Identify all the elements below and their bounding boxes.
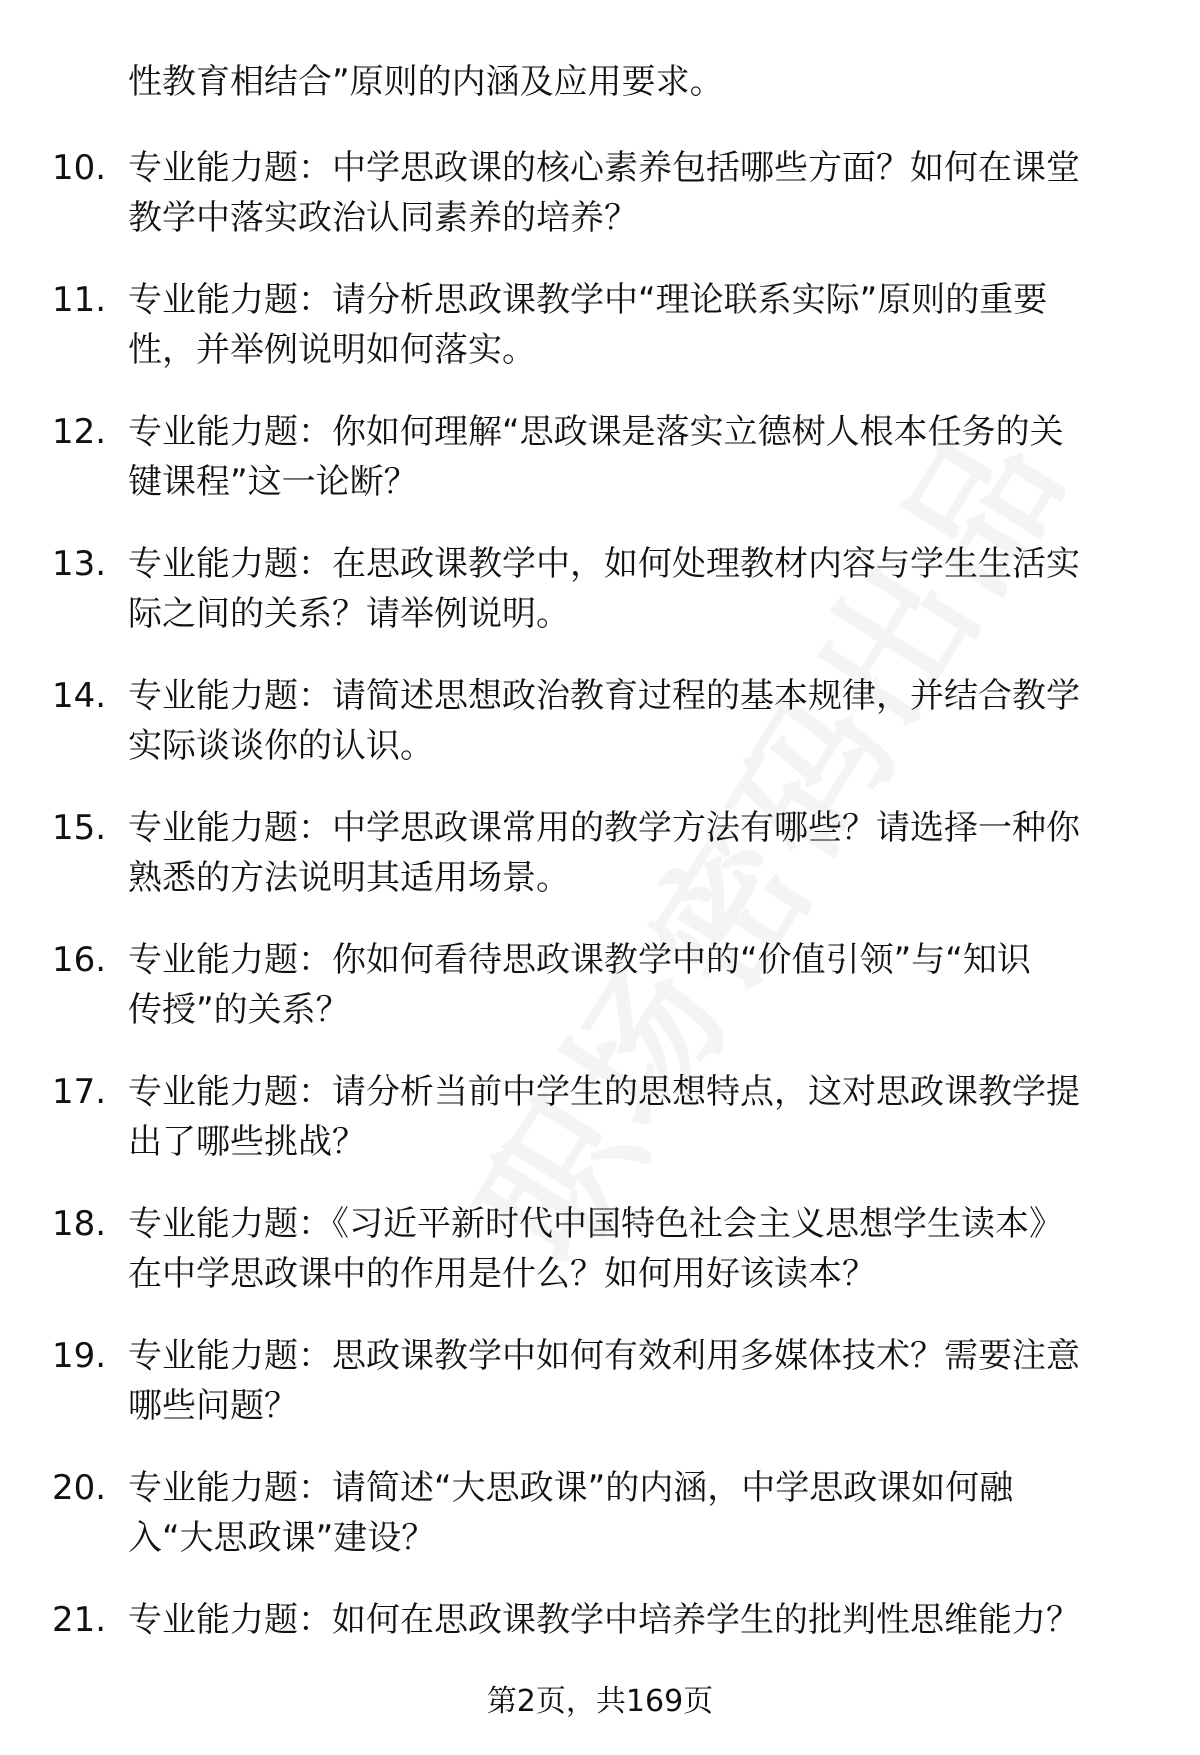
question-text-line: 在中学思政课中的作用是什么？如何用好该读本？ — [128, 1254, 876, 1294]
question-text-line: 专业能力题：请简述“大思政课”的内涵，中学思政课如何融 — [128, 1468, 1014, 1508]
question-text-line: 专业能力题：《习近平新时代中国特色社会主义思想学生读本》 — [128, 1204, 1063, 1244]
question-number: 12. — [52, 412, 107, 452]
question-text-line: 专业能力题：思政课教学中如何有效利用多媒体技术？需要注意 — [128, 1336, 1080, 1376]
question-number: 11. — [52, 280, 107, 320]
question-text-line: 专业能力题：请分析思政课教学中“理论联系实际”原则的重要 — [128, 280, 1048, 320]
question-number: 14. — [52, 676, 107, 716]
question-text-line: 专业能力题：请简述思想政治教育过程的基本规律，并结合教学 — [128, 676, 1080, 716]
question-text-line: 专业能力题：在思政课教学中，如何处理教材内容与学生生活实 — [128, 544, 1080, 584]
question-number: 18. — [52, 1204, 107, 1244]
question-text-line: 熟悉的方法说明其适用场景。 — [128, 858, 570, 898]
question-text-line: 性，并举例说明如何落实。 — [128, 330, 536, 370]
question-number: 16. — [52, 940, 107, 980]
question-number: 15. — [52, 808, 107, 848]
intro-continuation-line: 性教育相结合”原则的内涵及应用要求。 — [128, 62, 724, 102]
question-text-line: 出了哪些挑战？ — [128, 1122, 366, 1162]
question-text-line: 入“大思政课”建设？ — [128, 1518, 436, 1558]
question-number: 17. — [52, 1072, 107, 1112]
question-text-line: 教学中落实政治认同素养的培养？ — [128, 198, 638, 238]
question-text-line: 实际谈谈你的认识。 — [128, 726, 434, 766]
question-number: 13. — [52, 544, 107, 584]
question-text-line: 际之间的关系？请举例说明。 — [128, 594, 570, 634]
question-text-line: 哪些问题？ — [128, 1386, 298, 1426]
question-number: 10. — [52, 148, 107, 188]
question-text-line: 传授”的关系？ — [128, 990, 350, 1030]
question-text-line: 专业能力题：如何在思政课教学中培养学生的批判性思维能力？ — [128, 1600, 1080, 1640]
question-text-line: 专业能力题：请分析当前中学生的思想特点，这对思政课教学提 — [128, 1072, 1080, 1112]
question-text-line: 专业能力题：你如何看待思政课教学中的“价值引领”与“知识 — [128, 940, 1031, 980]
page-footer: 第2页，共169页 — [486, 1684, 714, 1719]
question-number: 20. — [52, 1468, 107, 1508]
question-text-line: 专业能力题：中学思政课常用的教学方法有哪些？请选择一种你 — [128, 808, 1080, 848]
question-number: 21. — [52, 1600, 107, 1640]
question-text-line: 键课程”这一论断？ — [128, 462, 418, 502]
question-text-line: 专业能力题：你如何理解“思政课是落实立德树人根本任务的关 — [128, 412, 1064, 452]
question-text-line: 专业能力题：中学思政课的核心素养包括哪些方面？如何在课堂 — [128, 148, 1080, 188]
question-number: 19. — [52, 1336, 107, 1376]
